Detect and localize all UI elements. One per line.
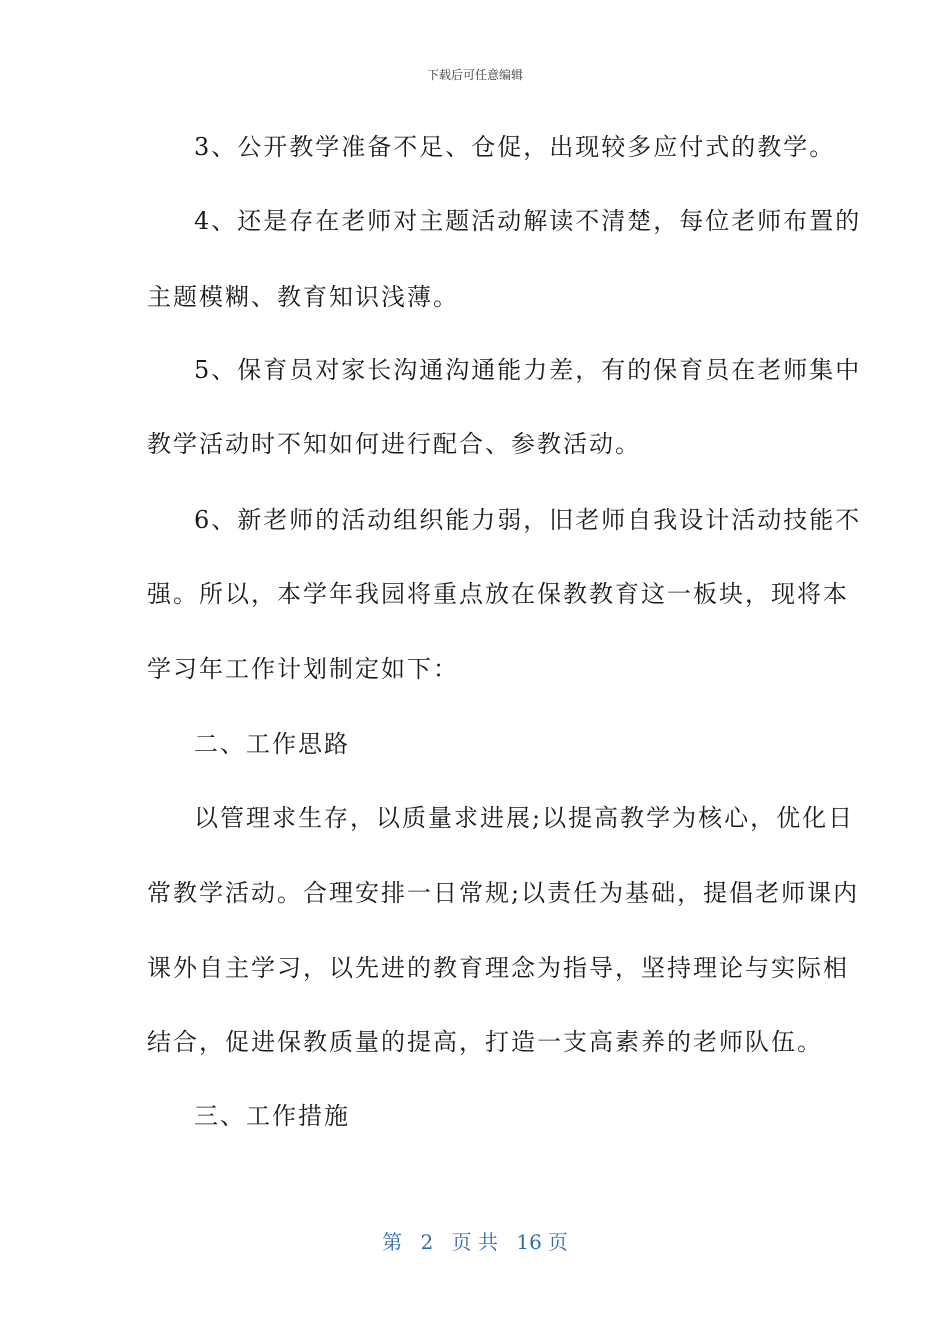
paragraph-line: 以管理求生存，以质量求进展;以提高教学为核心，优化日 xyxy=(194,804,855,832)
footer-page-number: 2 xyxy=(420,1230,434,1254)
paragraph-line: 强。所以，本学年我园将重点放在保教教育这一板块，现将本 xyxy=(147,580,849,608)
footer-prefix: 第 xyxy=(382,1230,403,1254)
paragraph-line: 结合，促进保教质量的提高，打造一支高素养的老师队伍。 xyxy=(147,1028,823,1056)
footer-suffix: 页 xyxy=(547,1230,568,1254)
paragraph-line: 课外自主学习，以先进的教育理念为指导，坚持理论与实际相 xyxy=(147,954,849,982)
footer-middle: 页 共 xyxy=(451,1230,498,1254)
paragraph-line: 常教学活动。合理安排一日常规;以责任为基础，提倡老师课内 xyxy=(147,879,860,907)
paragraph-line: 5、保育员对家长沟通沟通能力差，有的保育员在老师集中 xyxy=(194,356,862,384)
paragraph-line: 4、还是存在老师对主题活动解读不清楚，每位老师布置的 xyxy=(194,207,862,235)
page-footer xyxy=(0,1226,950,1255)
paragraph-line: 教学活动时不知如何进行配合、参教活动。 xyxy=(147,430,641,458)
header-note: 下载后可任意编辑 xyxy=(426,68,523,82)
paragraph-line: 6、新老师的活动组织能力弱，旧老师自我设计活动技能不 xyxy=(194,506,862,534)
paragraph-line: 3、公开教学准备不足、仓促，出现较多应付式的教学。 xyxy=(194,133,836,161)
footer-total-pages: 16 xyxy=(516,1230,542,1254)
paragraph-line: 主题模糊、教育知识浅薄。 xyxy=(147,283,459,311)
section-heading: 二、工作思路 xyxy=(194,730,350,758)
paragraph-line: 学习年工作计划制定如下： xyxy=(147,655,459,683)
section-heading: 三、工作措施 xyxy=(194,1102,350,1130)
